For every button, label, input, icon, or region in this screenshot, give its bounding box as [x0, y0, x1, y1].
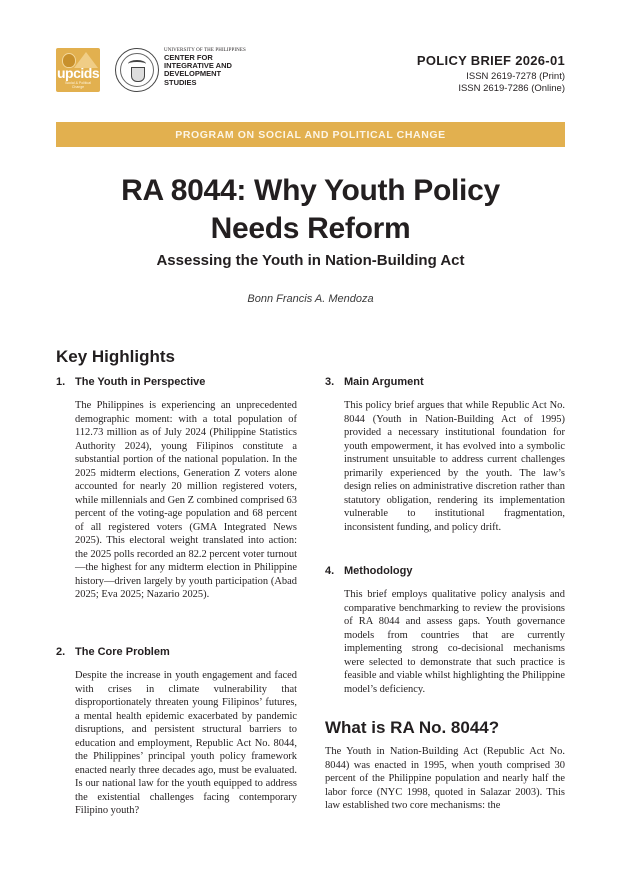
center-name-line: STUDIES	[164, 77, 197, 87]
author-name: Bonn Francis A. Mendoza	[247, 293, 374, 305]
upcids-logo	[56, 48, 100, 92]
shield-icon	[131, 67, 145, 82]
section-body: This brief employs qualitative policy analysis and comparative benchmarking to review the provisions of RA 8044 and assess gaps. Youth governance models from countries that are currently implementing strong co-decisional mechanisms were selected to demonstrate that such practice is feasible and viable whilst highlighting the Philippine model’s deficiency.	[344, 589, 565, 695]
page-title	[40, 172, 581, 248]
section-title: Methodology	[344, 565, 413, 577]
section-number: 3.	[325, 376, 335, 388]
section-heading	[325, 376, 424, 388]
issn-print: ISSN 2619-7278 (Print)	[466, 71, 565, 82]
center-name-line: CENTER FOR	[164, 53, 213, 62]
program-label: PROGRAM ON SOCIAL AND POLITICAL CHANGE	[175, 128, 446, 141]
section-number: 2.	[56, 646, 66, 658]
policy-brief-number: POLICY BRIEF 2026-01	[416, 53, 565, 68]
upcids-subtext: Social & Political Change	[65, 81, 91, 89]
center-name-line: DEVELOPMENT	[164, 69, 222, 79]
center-name	[164, 48, 246, 87]
center-name-line: INTEGRATIVE AND	[164, 61, 232, 71]
section-title: The Youth in Perspective	[75, 376, 206, 388]
section-title: Main Argument	[344, 376, 424, 388]
upcids-wordmark: upcids	[57, 65, 100, 81]
section-heading	[325, 565, 412, 577]
what-is-body: The Youth in Nation-Building Act (Republic Act No. 8044) was enacted in 1995, when youth comprised 30 percent of the Philippine population and nearly half the labor force (NYC 1998, quoted in Salazar 2003). This law established two core mechanisms: the	[325, 746, 565, 811]
issn-online: ISSN 2619-7286 (Online)	[458, 83, 565, 94]
section-body: Despite the increase in youth engagement and faced with crises in climate vulnerability that disproportionately threaten young Filipinos’ futures, a mental health epidemic exacerbated by pandemic disruptions, and persistent structural barriers to education and employment, Republic Act No. 8044, the Philippines’ principal youth policy framework enacted nearly three decades ago, must be evaluated. Is our national law for the youth equipped to address the existential challenges facing contemporary Filipino youth?	[75, 670, 297, 816]
section-title: The Core Problem	[75, 646, 170, 658]
section-body: The Philippines is experiencing an unprecedented demographic moment: with a total population of 112.73 million as of July 2024 (Philippine Statistics Authority 2024), young Filipinos constitute a substantial portion of the national population. In the 2025 midterm elections, Generation Z voters alone accounted for nearly 20 million registered voters, while millennials and Gen Z combined comprised 63 percent of the voting-age population and 68 percent of all registered voters (GMA Integrated News 2025). This electoral weight translated into action: the 2025 polls recorded an 82.2 percent voter turnout—the highest for any midterm election in Philippine history—driven largely by youth participation (Abad 2025; Eva 2025; Nazario 2025).	[75, 400, 297, 600]
page-subtitle: Assessing the Youth in Nation-Building Act	[156, 252, 465, 269]
title-line-1: RA 8044: Why Youth Policy	[121, 174, 500, 207]
section-body: This policy brief argues that while Republic Act No. 8044 (Youth in Nation-Building Act of 1995) provided a necessary institutional foundation for youth empowerment, it has evolved into a symbolic instrument unsuitable to address current challenges primarily experienced by the youth. The law’s design relies on administrative discretion rather than statutory obligation, rendering its implementation vulnerable to institutional fragmentation, inconsistent funding, and policy drift.	[344, 400, 565, 533]
section-heading	[56, 646, 170, 658]
what-is-heading: What is RA No. 8044?	[325, 718, 500, 737]
up-seal-icon	[115, 48, 159, 92]
title-line-2: Needs Reform	[210, 212, 411, 245]
section-number: 1.	[56, 376, 66, 388]
key-highlights-heading: Key Highlights	[56, 347, 176, 366]
section-heading	[56, 376, 205, 388]
section-number: 4.	[325, 565, 335, 577]
program-banner	[56, 122, 565, 147]
university-name: UNIVERSITY OF THE PHILIPPINES	[164, 48, 246, 53]
